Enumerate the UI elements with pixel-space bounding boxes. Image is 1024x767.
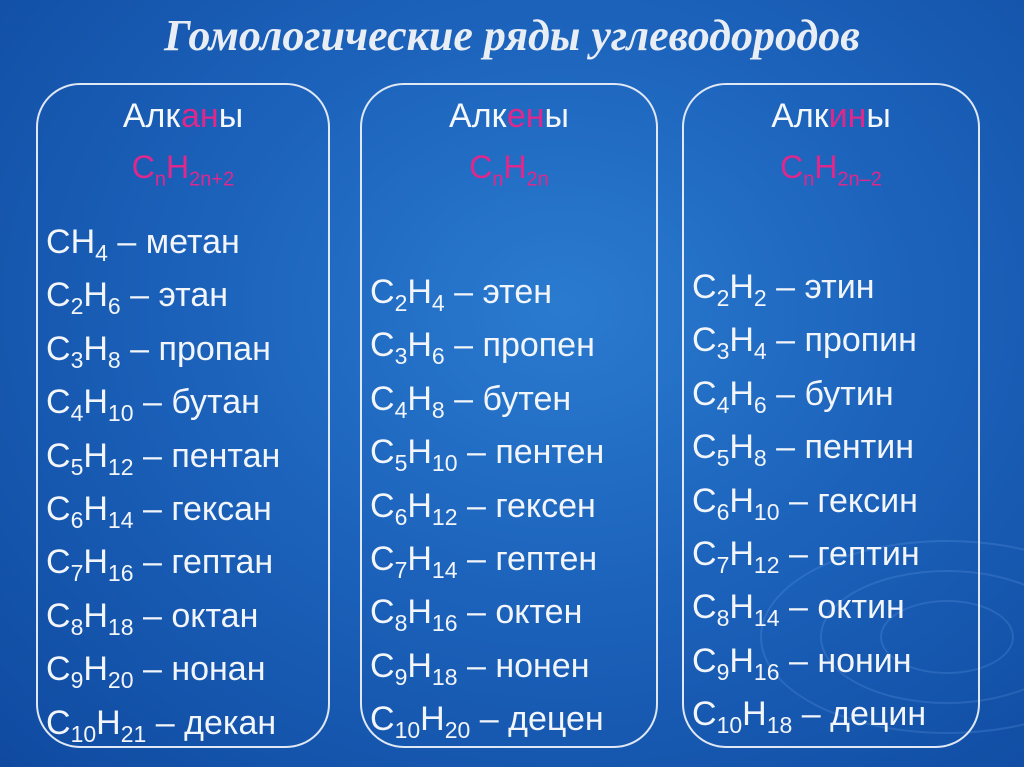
compound-name: – октан bbox=[142, 596, 259, 635]
heading-prefix: Алк bbox=[449, 97, 507, 135]
hydrogen-symbol: H bbox=[420, 700, 445, 739]
compound-name: – пентин bbox=[776, 428, 914, 467]
hydrogen-index: 8 bbox=[107, 346, 121, 373]
heading-highlight: ен bbox=[506, 97, 545, 135]
compound-name: – гептан bbox=[142, 543, 274, 582]
hydrogen-index: 20 bbox=[444, 716, 471, 743]
carbon-symbol: C bbox=[46, 329, 71, 368]
hydrogen-symbol: H bbox=[83, 436, 108, 475]
hydrogen-index: 6 bbox=[431, 343, 445, 370]
carbon-index: 5 bbox=[70, 453, 84, 480]
carbon-symbol: C bbox=[370, 433, 395, 472]
carbon-symbol: C bbox=[46, 596, 71, 635]
carbon-index: 4 bbox=[70, 399, 84, 426]
hydrogen-symbol: H bbox=[83, 383, 108, 422]
compound-item bbox=[692, 320, 926, 373]
formula-hydrogen-index: 2n+2 bbox=[189, 168, 235, 191]
carbon-symbol: C bbox=[370, 486, 395, 525]
compound-name: – пропан bbox=[130, 329, 271, 368]
carbon-symbol: C bbox=[370, 379, 395, 418]
compound-item bbox=[692, 641, 926, 694]
compound-list bbox=[692, 267, 926, 748]
compound-name: – декан bbox=[155, 703, 277, 742]
hydrogen-index: 10 bbox=[753, 498, 780, 525]
hydrogen-index: 12 bbox=[753, 551, 780, 578]
hydrogen-index: 18 bbox=[766, 711, 793, 738]
formula-carbon-index: n bbox=[803, 168, 815, 191]
compound-item bbox=[46, 329, 280, 382]
carbon-index: 6 bbox=[70, 506, 84, 533]
formula-carbon: C bbox=[780, 149, 804, 185]
carbon-index: 4 bbox=[394, 396, 408, 423]
compound-name: – пропин bbox=[776, 321, 917, 360]
compound-item bbox=[692, 427, 926, 480]
formula-carbon: C bbox=[469, 149, 493, 185]
carbon-symbol: C bbox=[370, 646, 395, 685]
compound-item bbox=[370, 379, 604, 432]
hydrogen-symbol: H bbox=[729, 588, 754, 627]
heading-suffix: ы bbox=[544, 97, 569, 135]
hydrogen-index: 2 bbox=[753, 284, 767, 311]
compound-item bbox=[46, 649, 280, 702]
hydrogen-symbol: H bbox=[83, 276, 108, 315]
compound-name: – бутен bbox=[454, 379, 572, 418]
carbon-index: 10 bbox=[70, 720, 97, 747]
compound-name: – нонен bbox=[466, 646, 590, 685]
compound-item bbox=[46, 703, 280, 756]
compound-name: – децин bbox=[801, 695, 927, 734]
general-formula bbox=[684, 149, 978, 193]
carbon-index: 7 bbox=[394, 556, 408, 583]
hydrogen-symbol: H bbox=[407, 379, 432, 418]
hydrogen-index: 8 bbox=[431, 396, 445, 423]
compound-name: – гептен bbox=[466, 539, 598, 578]
carbon-symbol: C bbox=[46, 276, 71, 315]
column-heading bbox=[362, 97, 656, 141]
compound-item bbox=[46, 436, 280, 489]
carbon-symbol: C bbox=[46, 650, 71, 689]
column-heading bbox=[38, 97, 328, 141]
hydrogen-index: 14 bbox=[107, 506, 134, 533]
hydrogen-index: 20 bbox=[107, 666, 134, 693]
compound-item bbox=[692, 694, 926, 747]
carbon-symbol: C bbox=[692, 374, 717, 413]
carbon-index: 3 bbox=[716, 338, 730, 365]
carbon-index: 8 bbox=[716, 605, 730, 632]
carbon-index: 2 bbox=[70, 293, 84, 320]
carbon-symbol: C bbox=[46, 543, 71, 582]
hydrogen-index: 10 bbox=[431, 449, 458, 476]
carbon-index: 2 bbox=[394, 289, 408, 316]
alkynes-column bbox=[682, 83, 980, 748]
compound-name: – гексин bbox=[788, 481, 918, 520]
carbon-symbol: C bbox=[46, 489, 71, 528]
compound-item bbox=[46, 489, 280, 542]
hydrogen-index: 16 bbox=[753, 658, 780, 685]
carbon-symbol: C bbox=[46, 703, 71, 742]
compound-name: – децен bbox=[479, 700, 604, 739]
compound-name: – метан bbox=[117, 223, 240, 261]
carbon-symbol: C bbox=[692, 641, 717, 680]
carbon-index: 7 bbox=[70, 560, 84, 587]
carbon-index: 3 bbox=[394, 343, 408, 370]
hydrogen-symbol: H bbox=[407, 433, 432, 472]
heading-suffix: ы bbox=[866, 97, 891, 135]
hydrogen-index: 12 bbox=[431, 503, 458, 530]
carbon-symbol: C bbox=[46, 223, 71, 261]
hydrogen-index: 16 bbox=[107, 560, 134, 587]
carbon-symbol: C bbox=[692, 481, 717, 520]
hydrogen-symbol: H bbox=[407, 593, 432, 632]
compound-item bbox=[46, 596, 280, 649]
hydrogen-symbol: H bbox=[729, 481, 754, 520]
compound-item bbox=[692, 481, 926, 534]
page-title: Гомологические ряды углеводородов bbox=[164, 11, 860, 60]
hydrogen-symbol: H bbox=[407, 539, 432, 578]
general-formula bbox=[38, 149, 328, 193]
hydrogen-symbol: H bbox=[729, 641, 754, 680]
hydrogen-index: 14 bbox=[431, 556, 458, 583]
carbon-symbol: C bbox=[692, 588, 717, 627]
carbon-index: 7 bbox=[716, 551, 730, 578]
alkenes-column bbox=[360, 83, 658, 748]
carbon-index: 6 bbox=[394, 503, 408, 530]
carbon-index: 9 bbox=[394, 663, 408, 690]
formula-carbon: C bbox=[131, 149, 155, 185]
compound-item bbox=[370, 486, 604, 539]
compound-name: – бутан bbox=[142, 383, 260, 422]
carbon-index: 9 bbox=[70, 666, 84, 693]
carbon-index: 10 bbox=[394, 716, 421, 743]
heading-suffix: ы bbox=[218, 97, 244, 135]
heading-highlight: ан bbox=[181, 97, 219, 135]
carbon-index: 4 bbox=[716, 391, 730, 418]
compound-item bbox=[370, 325, 604, 378]
hydrogen-symbol: H bbox=[729, 428, 754, 467]
carbon-index: 8 bbox=[70, 613, 84, 640]
compound-name: – гексан bbox=[142, 489, 272, 528]
compound-name: – гептин bbox=[788, 534, 920, 573]
compound-name: – этен bbox=[454, 273, 553, 311]
formula-hydrogen: H bbox=[503, 149, 527, 185]
hydrogen-symbol: H bbox=[83, 489, 108, 528]
carbon-symbol: C bbox=[370, 273, 395, 311]
hydrogen-symbol: H bbox=[83, 650, 108, 689]
formula-hydrogen-index: 2n–2 bbox=[837, 168, 882, 191]
compound-item bbox=[692, 534, 926, 587]
hydrogen-symbol: H bbox=[729, 268, 754, 306]
alkanes-column bbox=[36, 83, 330, 748]
compound-item bbox=[692, 587, 926, 640]
compound-item bbox=[370, 592, 604, 645]
compound-item bbox=[370, 646, 604, 699]
carbon-index: 6 bbox=[716, 498, 730, 525]
compound-item bbox=[370, 699, 604, 752]
column-heading bbox=[684, 97, 978, 141]
carbon-symbol: C bbox=[692, 268, 717, 306]
hydrogen-symbol: H bbox=[407, 486, 432, 525]
hydrogen-symbol: H bbox=[742, 695, 767, 734]
compound-name: – пропен bbox=[454, 326, 595, 365]
compound-item bbox=[692, 374, 926, 427]
carbon-index: 5 bbox=[716, 444, 730, 471]
compound-name: – этин bbox=[776, 268, 875, 306]
compound-item bbox=[370, 432, 604, 485]
hydrogen-symbol: H bbox=[70, 223, 96, 261]
hydrogen-index: 6 bbox=[107, 293, 121, 320]
formula-hydrogen-index: 2n bbox=[526, 168, 549, 191]
heading-prefix: Алк bbox=[122, 97, 181, 135]
formula-hydrogen: H bbox=[166, 149, 190, 185]
hydrogen-index: 21 bbox=[120, 720, 147, 747]
carbon-symbol: C bbox=[46, 383, 71, 422]
carbon-index: 2 bbox=[716, 284, 730, 311]
carbon-symbol: C bbox=[370, 326, 395, 365]
carbon-symbol: C bbox=[370, 539, 395, 578]
carbon-symbol: C bbox=[692, 428, 717, 467]
carbon-index: 10 bbox=[716, 711, 743, 738]
compound-list bbox=[46, 222, 280, 756]
compound-name: – нонан bbox=[142, 650, 266, 689]
hydrogen-symbol: H bbox=[407, 273, 432, 311]
hydrogen-index: 8 bbox=[753, 444, 767, 471]
compound-name: – пентен bbox=[466, 433, 605, 472]
compound-name: – гексен bbox=[466, 486, 596, 525]
compound-item bbox=[692, 267, 926, 320]
hydrogen-index: 4 bbox=[431, 289, 445, 316]
hydrogen-symbol: H bbox=[407, 326, 432, 365]
hydrogen-symbol: H bbox=[729, 321, 754, 360]
hydrogen-index: 4 bbox=[95, 239, 108, 266]
hydrogen-index: 14 bbox=[753, 605, 780, 632]
compound-name: – пентан bbox=[142, 436, 281, 475]
carbon-index: 8 bbox=[394, 610, 408, 637]
formula-hydrogen: H bbox=[814, 149, 838, 185]
hydrogen-index: 4 bbox=[753, 338, 767, 365]
compound-item bbox=[370, 272, 604, 325]
compound-list bbox=[370, 272, 604, 753]
hydrogen-index: 12 bbox=[107, 453, 134, 480]
compound-item bbox=[46, 222, 280, 275]
carbon-symbol: C bbox=[370, 593, 395, 632]
formula-carbon-index: n bbox=[492, 168, 504, 191]
carbon-index: 5 bbox=[394, 449, 408, 476]
hydrogen-symbol: H bbox=[729, 534, 754, 573]
compound-name: – октен bbox=[466, 593, 583, 632]
compound-name: – этан bbox=[130, 276, 229, 315]
carbon-symbol: C bbox=[692, 534, 717, 573]
compound-name: – октин bbox=[788, 588, 905, 627]
compound-item bbox=[46, 275, 280, 328]
general-formula bbox=[362, 149, 656, 193]
hydrogen-symbol: H bbox=[407, 646, 432, 685]
hydrogen-index: 18 bbox=[107, 613, 134, 640]
hydrogen-index: 18 bbox=[431, 663, 458, 690]
compound-item bbox=[46, 542, 280, 595]
carbon-symbol: C bbox=[692, 695, 717, 734]
hydrogen-index: 10 bbox=[107, 399, 134, 426]
carbon-symbol: C bbox=[370, 700, 395, 739]
hydrogen-index: 6 bbox=[753, 391, 767, 418]
hydrogen-symbol: H bbox=[729, 374, 754, 413]
formula-carbon-index: n bbox=[154, 168, 167, 191]
carbon-symbol: C bbox=[46, 436, 71, 475]
carbon-symbol: C bbox=[692, 321, 717, 360]
compound-name: – нонин bbox=[788, 641, 912, 680]
hydrogen-index: 16 bbox=[431, 610, 458, 637]
hydrogen-symbol: H bbox=[83, 329, 108, 368]
carbon-index: 9 bbox=[716, 658, 730, 685]
compound-item bbox=[46, 382, 280, 435]
carbon-index: 3 bbox=[70, 346, 84, 373]
hydrogen-symbol: H bbox=[83, 596, 108, 635]
compound-item bbox=[370, 539, 604, 592]
hydrogen-symbol: H bbox=[96, 703, 121, 742]
compound-name: – бутин bbox=[776, 374, 894, 413]
heading-prefix: Алк bbox=[771, 97, 829, 135]
hydrogen-symbol: H bbox=[83, 543, 108, 582]
heading-highlight: ин bbox=[828, 97, 867, 135]
